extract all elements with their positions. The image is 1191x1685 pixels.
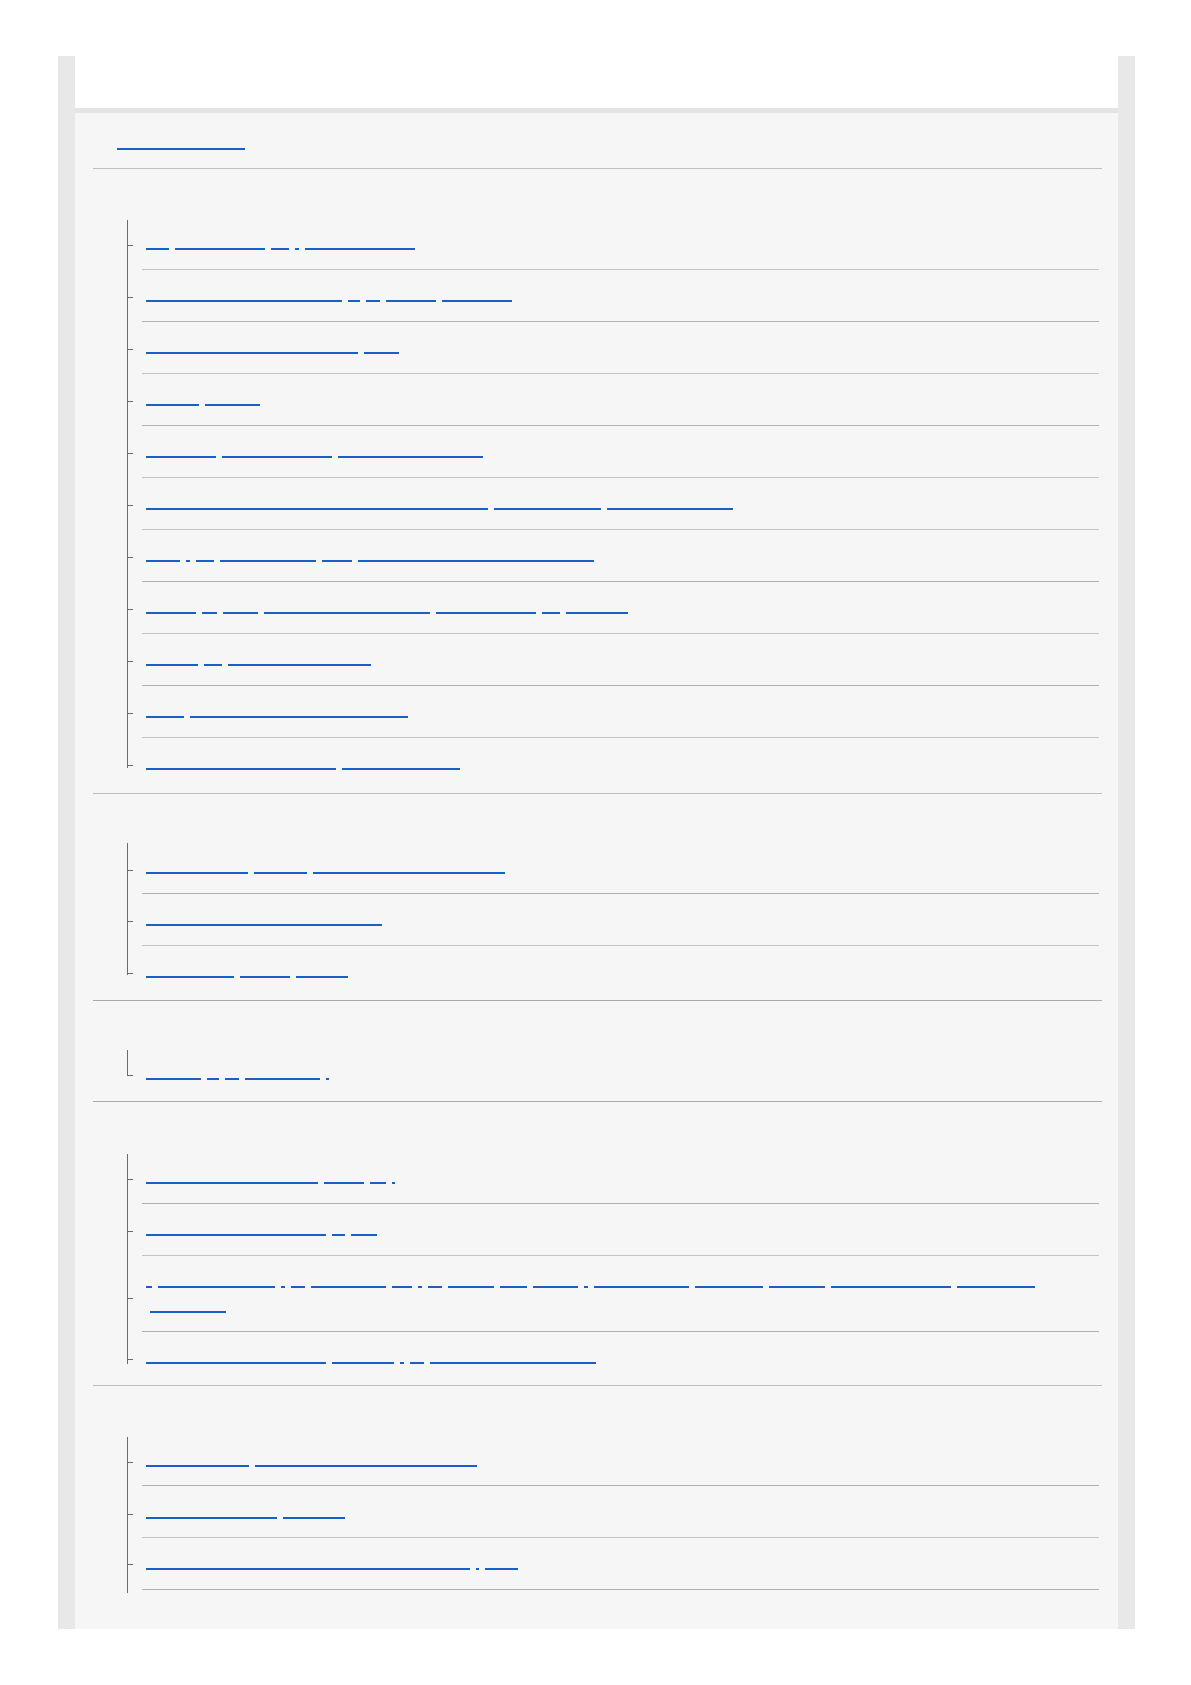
toc-link-continuation[interactable] — [150, 1311, 232, 1313]
list-item — [127, 894, 1099, 946]
list-item — [127, 322, 1099, 374]
toc-link[interactable] — [146, 872, 511, 874]
list-item — [127, 374, 1099, 426]
list-item — [127, 686, 1099, 738]
page-header — [75, 56, 1118, 113]
list-item — [127, 1332, 1099, 1384]
section-divider — [93, 793, 1102, 794]
toc-link[interactable] — [146, 924, 388, 926]
top-link[interactable] — [117, 148, 251, 150]
toc-link[interactable] — [146, 768, 466, 770]
toc-link[interactable] — [146, 1362, 602, 1364]
toc-link[interactable] — [146, 248, 421, 250]
toc-link[interactable] — [146, 508, 739, 510]
toc-link[interactable] — [146, 976, 354, 978]
toc-link[interactable] — [146, 1465, 483, 1467]
toc-link[interactable] — [146, 612, 634, 614]
toc-link[interactable] — [146, 1182, 401, 1184]
toc-link[interactable] — [146, 560, 600, 562]
list-item — [127, 842, 1099, 894]
toc-link[interactable] — [146, 1286, 1041, 1288]
list-item — [127, 1204, 1099, 1256]
list-item — [127, 1486, 1099, 1538]
toc-link[interactable] — [146, 352, 405, 354]
list-item — [127, 1434, 1099, 1486]
toc-link[interactable] — [146, 300, 518, 302]
list-item — [127, 1152, 1099, 1204]
list-item — [127, 270, 1099, 322]
list-item — [127, 1256, 1099, 1332]
list-item — [127, 478, 1099, 530]
list-item — [127, 1048, 1099, 1100]
list-item — [127, 946, 1099, 998]
toc-link[interactable] — [146, 664, 377, 666]
list-item — [127, 738, 1099, 790]
toc-link[interactable] — [146, 1517, 351, 1519]
list-item — [127, 582, 1099, 634]
toc-link[interactable] — [146, 404, 266, 406]
list-item — [127, 530, 1099, 582]
section-divider — [93, 1000, 1102, 1001]
list-item — [127, 218, 1099, 270]
toc-link[interactable] — [146, 716, 414, 718]
toc-link[interactable] — [146, 1078, 335, 1080]
section-divider — [93, 168, 1102, 169]
section-divider — [93, 1385, 1102, 1386]
toc-link[interactable] — [146, 1568, 524, 1570]
list-item — [127, 426, 1099, 478]
section-divider — [93, 1101, 1102, 1102]
toc-link[interactable] — [146, 1234, 383, 1236]
toc-link[interactable] — [146, 456, 489, 458]
list-item — [127, 1538, 1099, 1590]
list-item — [127, 634, 1099, 686]
